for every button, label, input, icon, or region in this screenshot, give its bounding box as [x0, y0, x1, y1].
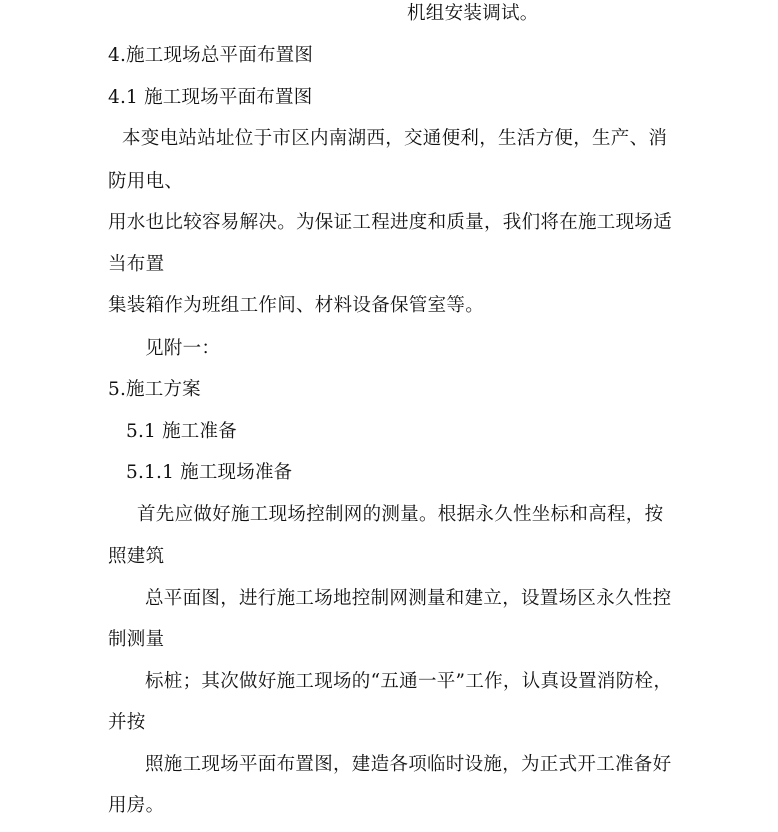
paragraph-line: 总平面图，进行施工场地控制网测量和建立，设置场区永久性控 [145, 588, 672, 609]
paragraph-line: 用水也比较容易解决。为保证工程进度和质量，我们将在施工现场适 [108, 212, 673, 233]
paragraph-line: 集装箱作为班组工作间、材料设备保管室等。 [108, 295, 485, 316]
paragraph-line: 防用电、 [108, 171, 184, 192]
see-attachment-text: 见附一： [145, 338, 221, 359]
paragraph-line: 本变电站站址位于市区内南湖西，交通便利，生活方便，生产、消 [122, 128, 668, 149]
section-5-heading: 5.施工方案 [108, 379, 201, 400]
paragraph-line: 照建筑 [108, 546, 165, 567]
section-5-1-1-heading: 5.1.1 施工现场准备 [126, 462, 293, 483]
section-4-1-heading: 4.1 施工现场平面布置图 [108, 87, 313, 108]
paragraph-line: 制测量 [108, 629, 165, 650]
paragraph-line: 首先应做好施工现场控制网的测量。根据永久性坐标和高程，按 [137, 504, 664, 525]
paragraph-line: 标桩；其次做好施工现场的“五通一平”工作，认真设置消防栓， [145, 671, 673, 692]
section-5-1-heading: 5.1 施工准备 [126, 421, 237, 442]
paragraph-line: 当布置 [108, 254, 165, 275]
top-line-text: 机组安装调试。 [407, 3, 539, 24]
paragraph-line: 用房。 [108, 795, 165, 816]
paragraph-line: 照施工现场平面布置图，建造各项临时设施，为正式开工准备好 [145, 754, 672, 775]
paragraph-line: 并按 [108, 712, 146, 733]
section-4-heading: 4.施工现场总平面布置图 [108, 45, 314, 66]
